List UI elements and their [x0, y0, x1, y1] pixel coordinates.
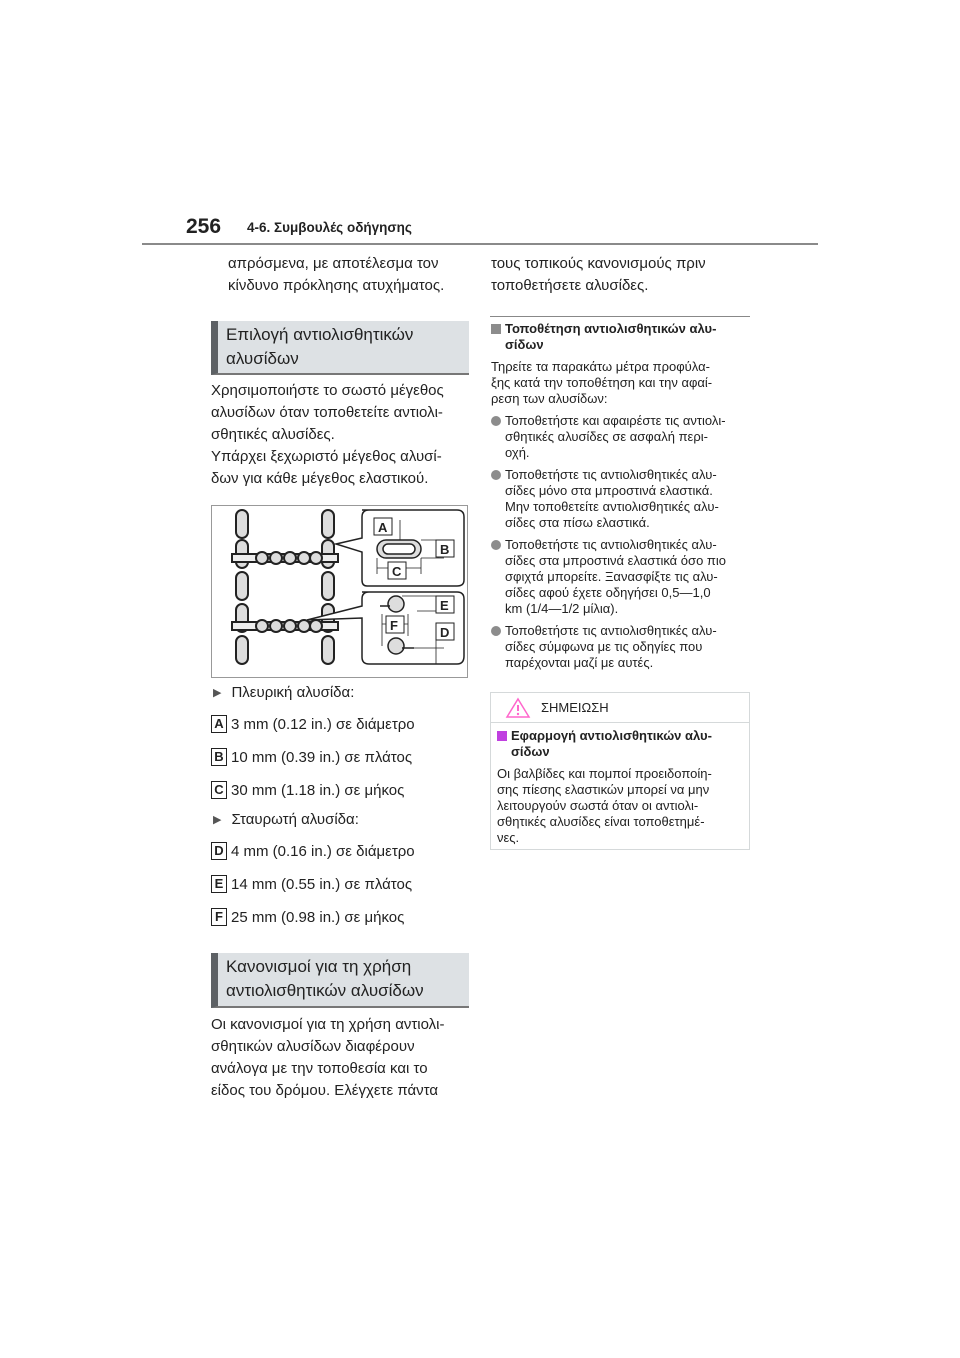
text-line: Τοποθετήστε τις αντιολισθητικές αλυ-: [505, 623, 717, 638]
side-chain-title: [213, 682, 471, 702]
label-box: A: [211, 715, 227, 733]
diagram-label-d: D: [440, 625, 450, 640]
diagram-label-e: E: [440, 598, 449, 613]
cross-chain-title: [213, 809, 471, 829]
bullet-dot-icon: [491, 416, 501, 426]
dimension-text: 4 mm (0.16 in.) σε διάμετρο: [231, 842, 415, 860]
cross-chain-bottom: [232, 620, 338, 632]
header-divider: [142, 243, 818, 245]
dimension-item: [211, 839, 471, 863]
continued-text: [491, 253, 706, 297]
square-bullet-icon: [497, 731, 507, 741]
text-line: ανάλογα με την τοποθεσία και το: [211, 1060, 428, 1077]
text-line: σθητικές αλυσίδες.: [211, 426, 335, 443]
text-line: δων για κάθε μέγεθος ελαστικού.: [211, 470, 429, 487]
side-chain-right: [322, 510, 334, 664]
diagram-label-f: F: [390, 618, 398, 633]
dimension-item: [211, 712, 471, 736]
bullet-item: [491, 413, 753, 461]
text-line: Οι κανονισμοί για τη χρήση αντιολι-: [211, 1016, 445, 1033]
bullet-item: [491, 623, 753, 671]
text-line: ρεση των αλυσίδων:: [491, 391, 608, 406]
chain-diagram: [211, 505, 468, 678]
text-line: οχή.: [505, 445, 530, 460]
text-line: κίνδυνο πρόκλησης ατυχήματος.: [228, 277, 445, 294]
text-line: σίδες αφού έχετε οδηγήσει 0,5—1,0: [505, 585, 711, 600]
label-box: F: [211, 908, 227, 926]
dimension-item: [211, 745, 471, 769]
diagram-label-b: B: [440, 542, 450, 557]
bullet-item: [491, 537, 753, 617]
text-line: σης πίεσης ελαστικών μπορεί να μην: [497, 782, 710, 797]
dimension-item: [211, 778, 471, 802]
heading-line: Κανονισμοί για τη χρήση: [226, 957, 412, 976]
text-line: σίδες στα πίσω ελαστικά.: [505, 515, 650, 530]
cross-chain-top: [232, 552, 338, 564]
text-line: Τοποθετήστε τις αντιολισθητικές αλυ-: [505, 467, 717, 482]
label-box: E: [211, 875, 227, 893]
text-line: σθητικών αλυσίδων διαφέρουν: [211, 1038, 415, 1055]
chain-dimensions: [211, 682, 471, 929]
bullet-item: [491, 467, 753, 531]
text-line: σθητικές αλυσίδες είναι τοποθετημέ-: [497, 814, 705, 829]
heading-line: Τοποθέτηση αντιολισθητικών αλυ-: [505, 321, 717, 336]
text-line: σίδες σύμφωνα με τις οδηγίες που: [505, 639, 703, 654]
section-divider: [490, 316, 750, 317]
text-line: σφιχτά μπορείτε. Ξανασφίξτε τις αλυ-: [505, 569, 718, 584]
text-line: Οι βαλβίδες και πομποί προειδοποίη-: [497, 766, 712, 781]
text-line: παρέχονται μαζί με αυτές.: [505, 655, 654, 670]
text-line: απρόσμενα, με αποτέλεσμα τον: [228, 255, 439, 272]
dimension-text: 3 mm (0.12 in.) σε διάμετρο: [231, 715, 415, 733]
notice-header: [491, 693, 749, 723]
intro-text: [228, 253, 444, 297]
warning-icon: [505, 697, 531, 719]
notice-box: [490, 692, 750, 850]
chain-selection-text: [211, 380, 444, 490]
text-line: ξης κατά την τοποθέτηση και την αφαί-: [491, 375, 713, 390]
label-box: C: [211, 781, 227, 799]
heading-line: αλυσίδων: [226, 349, 299, 368]
dimension-text: 30 mm (1.18 in.) σε μήκος: [231, 781, 405, 799]
dimension-text: 10 mm (0.39 in.) σε πλάτος: [231, 748, 413, 766]
fitting-heading: [491, 321, 753, 353]
text-line: τοποθετήσετε αλυσίδες.: [491, 277, 649, 294]
section-heading-chain-regulations: [211, 953, 469, 1008]
dimension-text: 14 mm (0.55 in.) σε πλάτος: [231, 875, 413, 893]
text-line: αλυσίδων όταν τοποθετείτε αντιολι-: [211, 404, 443, 421]
text-line: Χρησιμοποιήστε το σωστό μέγεθος: [211, 382, 444, 399]
text-line: Υπάρχει ξεχωριστό μέγεθος αλυσί-: [211, 448, 442, 465]
fitting-section: [491, 321, 753, 677]
heading-line: αντιολισθητικών αλυσίδων: [226, 981, 424, 1000]
heading-line: Επιλογή αντιολισθητικών: [226, 325, 414, 344]
text-line: Τοποθετήστε και αφαιρέστε τις αντιολι-: [505, 413, 726, 428]
chapter-title: 4-6. Συμβουλές οδήγησης: [247, 220, 412, 235]
subtitle: Σταυρωτή αλυσίδα:: [231, 810, 359, 828]
text-line: σίδες μόνο στα μπροστινά ελαστικά.: [505, 483, 713, 498]
diagram-label-a: A: [378, 520, 388, 535]
fitting-intro: [491, 359, 753, 407]
heading-line: σίδων: [511, 744, 550, 759]
side-chain-left: [236, 510, 248, 664]
dimension-text: 25 mm (0.98 in.) σε μήκος: [231, 908, 405, 926]
triangle-bullet-icon: ▶: [213, 686, 222, 699]
diagram-label-c: C: [392, 564, 402, 579]
label-box: B: [211, 748, 227, 766]
text-line: είδος του δρόμου. Ελέγχετε πάντα: [211, 1082, 439, 1099]
triangle-bullet-icon: ▶: [213, 813, 222, 826]
dimension-item: [211, 872, 471, 896]
bullet-dot-icon: [491, 470, 501, 480]
text-line: Μην τοποθετείτε αντιολισθητικές αλυ-: [505, 499, 719, 514]
text-line: σθητικές αλυσίδες σε ασφαλή περι-: [505, 429, 708, 444]
notice-text: [497, 766, 744, 846]
text-line: τους τοπικούς κανονισμούς πριν: [491, 255, 706, 272]
bullet-dot-icon: [491, 626, 501, 636]
section-heading-chain-selection: [211, 321, 469, 375]
page-number: 256: [186, 215, 222, 238]
heading-line: σίδων: [505, 337, 544, 352]
notice-heading: [497, 728, 744, 760]
text-line: νες.: [497, 830, 520, 845]
square-bullet-icon: [491, 324, 501, 334]
text-line: σίδες στα μπροστινά ελαστικά όσο πιο: [505, 553, 726, 568]
subtitle: Πλευρική αλυσίδα:: [231, 683, 355, 701]
text-line: Τηρείτε τα παρακάτω μέτρα προφύλα-: [491, 359, 710, 374]
text-line: λειτουργούν σωστά όταν οι αντιολι-: [497, 798, 699, 813]
bullet-dot-icon: [491, 540, 501, 550]
notice-title: ΣΗΜΕΙΩΣΗ: [541, 700, 609, 715]
regulations-text: [211, 1014, 445, 1102]
label-box: D: [211, 842, 227, 860]
text-line: km (1/4—1/2 μίλια).: [505, 601, 619, 616]
heading-line: Εφαρμογή αντιολισθητικών αλυ-: [511, 728, 712, 743]
text-line: Τοποθετήστε τις αντιολισθητικές αλυ-: [505, 537, 717, 552]
dimension-item: [211, 905, 471, 929]
